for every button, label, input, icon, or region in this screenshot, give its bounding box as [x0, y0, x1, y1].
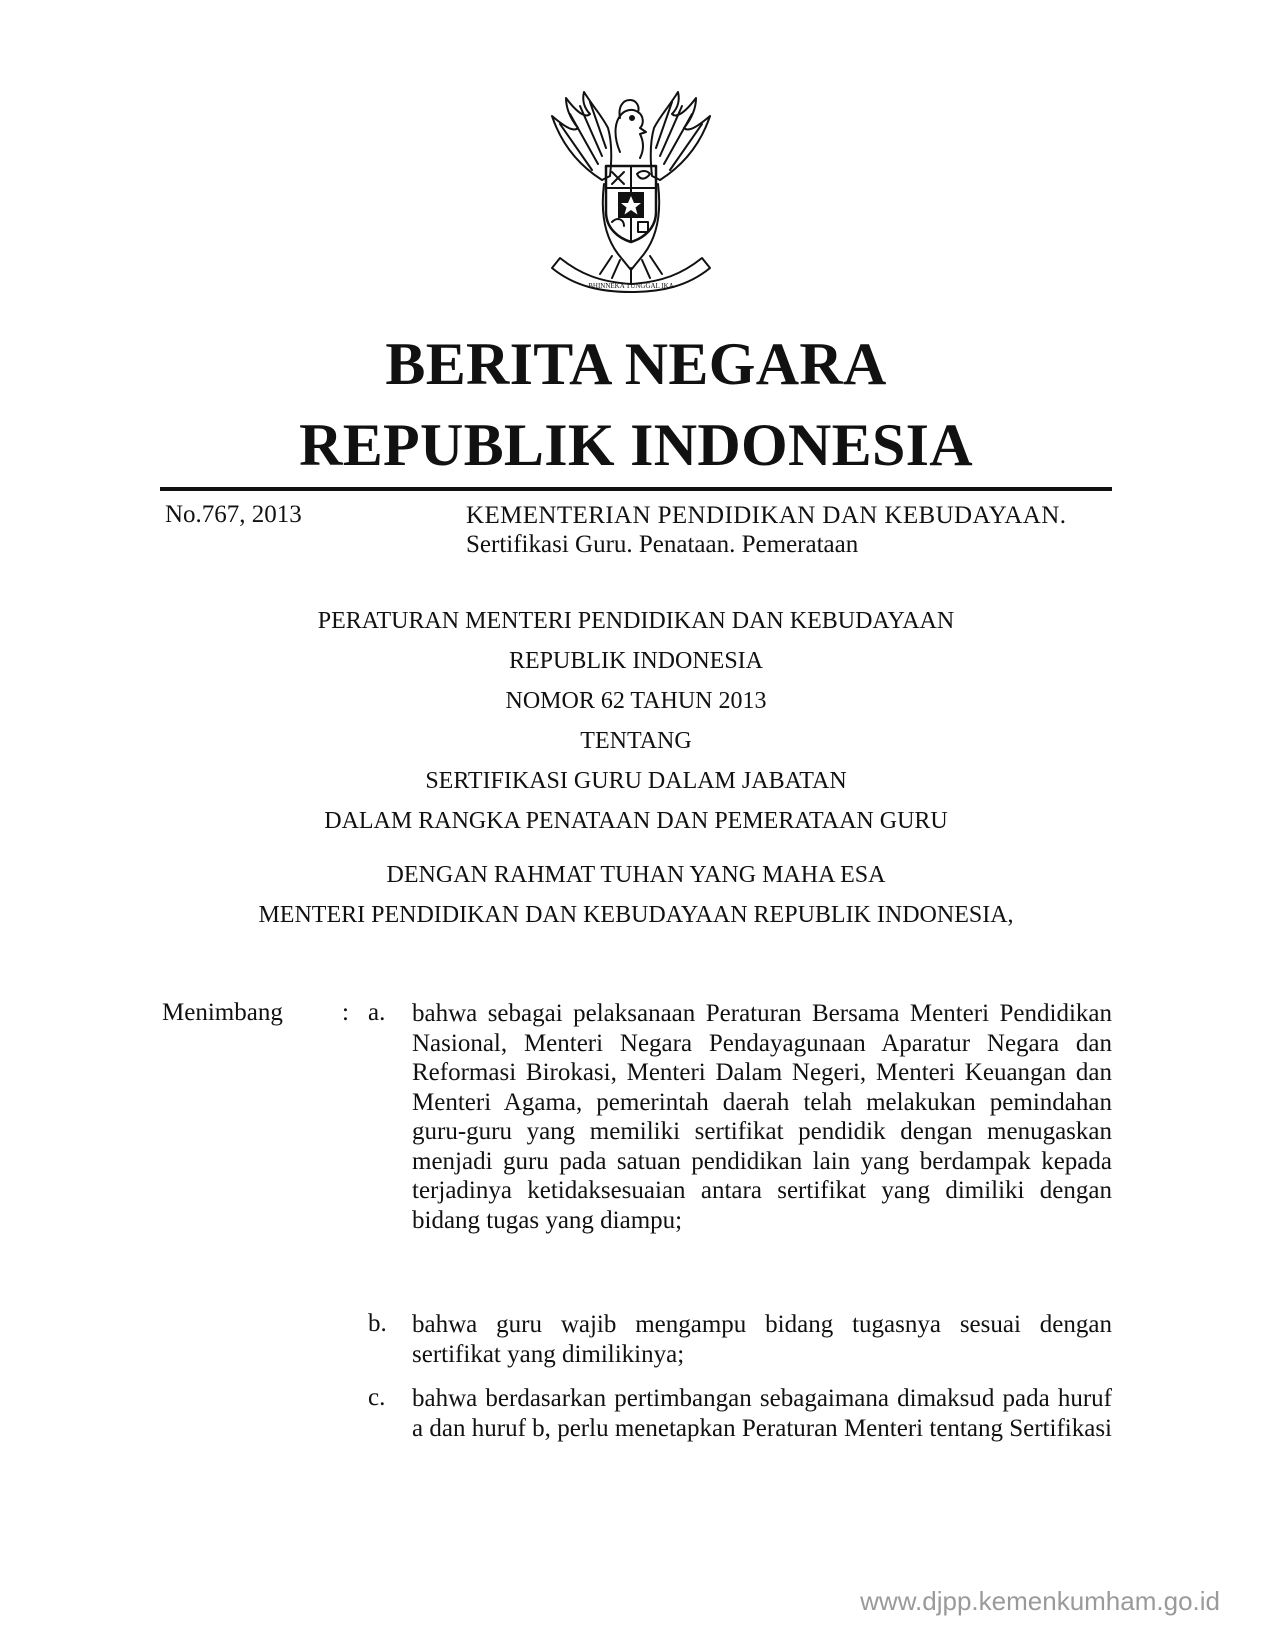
source-watermark: www.djpp.kemenkumham.go.id [860, 1586, 1220, 1616]
item-marker: b. [368, 1310, 387, 1337]
emblem-motto: BHINNEKA TUNGGAL IKA [588, 282, 674, 290]
masthead-title-line2: REPUBLIK INDONESIA [299, 412, 973, 478]
agency-name: KEMENTERIAN PENDIDIKAN DAN KEBUDAYAAN. [466, 502, 1067, 529]
regulation-about: TENTANG [580, 728, 692, 754]
regulation-title-line: PERATURAN MENTERI PENDIDIKAN DAN KEBUDAYAAN [317, 608, 955, 634]
regulation-subject-line: SERTIFIKASI GURU DALAM JABATAN [425, 768, 847, 794]
preamble-line: DENGAN RAHMAT TUHAN YANG MAHA ESA [386, 862, 886, 888]
subject-keywords: Sertifikasi Guru. Penataan. Pemerataan [466, 531, 859, 558]
considering-item: bahwa berdasarkan pertimbangan sebagaimana dimaksud pada huruf a dan huruf b, perlu menetapkan Peraturan Menteri tentang Sertifikasi [412, 1385, 1112, 1442]
garuda-pancasila-emblem [540, 88, 722, 293]
considering-item: bahwa sebagai pelaksanaan Peraturan Bersama Menteri Pendidikan Nasional, Menteri Negara Pendayagunaan Aparatur Negara dan Reformasi Birokasi, Menteri Dalam Negeri, Menteri Keuangan dan Menteri Agama, pemerintah daerah telah melakukan pemindahan guru-guru yang memiliki sertifikat pendidik dengan menugaskan menjadi guru pada satuan pendidikan lain yang berdampak kepada terjadinya ketidaksesuaian antara sertifikat yang dimiliki dengan bidang tugas yang diampu; [412, 1000, 1112, 1234]
regulation-number: NOMOR 62 TAHUN 2013 [505, 688, 767, 714]
considering-item: bahwa guru wajib mengampu bidang tugasnya sesuai dengan sertifikat yang dimilikinya; [412, 1311, 1112, 1368]
considering-separator: : [342, 999, 349, 1026]
masthead-title-line1: BERITA NEGARA [385, 331, 887, 397]
gazette-subject [466, 501, 1112, 559]
item-marker: a. [368, 999, 386, 1026]
item-marker: c. [368, 1384, 386, 1411]
regulation-title-line: REPUBLIK INDONESIA [509, 648, 763, 674]
regulation-subject-line: DALAM RANGKA PENATAAN DAN PEMERATAAN GURU [324, 808, 948, 834]
masthead-divider [160, 487, 1112, 491]
gazette-number: No.767, 2013 [165, 501, 302, 528]
considering-label: Menimbang [162, 999, 283, 1026]
preamble-line: MENTERI PENDIDIKAN DAN KEBUDAYAAN REPUBLIK INDONESIA, [258, 902, 1014, 928]
